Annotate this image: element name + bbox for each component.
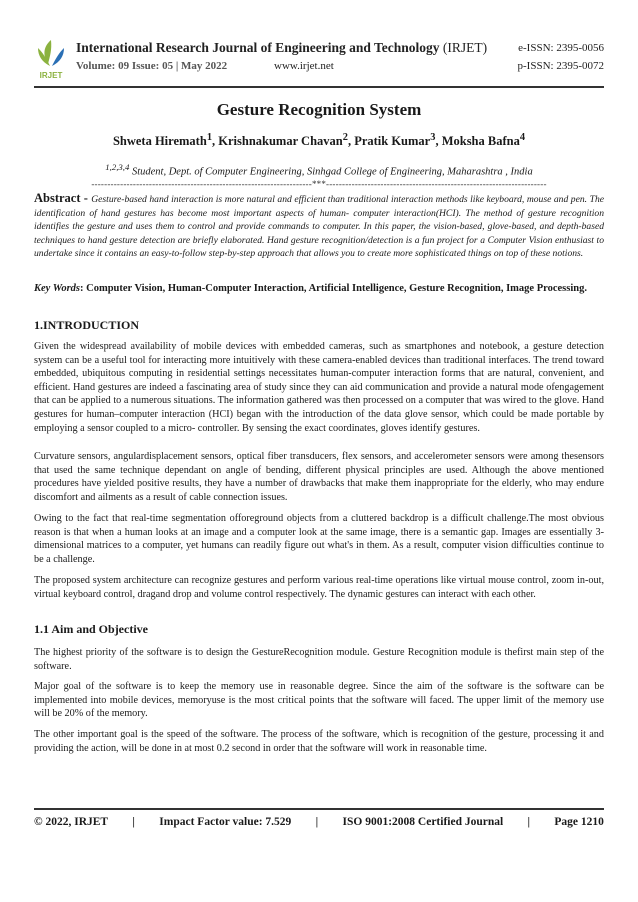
journal-header xyxy=(34,38,604,80)
aim-heading: 1.1 Aim and Objective xyxy=(34,622,148,636)
journal-name: International Research Journal of Engineering and Technology xyxy=(76,40,440,55)
abstract-text: Gesture-based hand interaction is more natural and efficient than traditional interaction methods like keyboard, mouse and pen. The identification of hand gestures has become most important aspects of human- computer interaction(HCI). The method of gesture recognition identifies the gesture and uses them to control and provide commands to computer. In this paper, the vision-based, glove-based, and depth-based techniques to hand gesture detection are briefly elaborated. Hand gesture recognition/detection is a fun project for a Computer Vision enthusiast to undertake since it contains an easy-to-follow step-by-step approach that allows you to create more sophisticated things on top of these notions. xyxy=(34,194,604,260)
journal-website[interactable]: www.irjet.net xyxy=(274,60,334,72)
eissn: e-ISSN: 2395-0056 xyxy=(518,42,604,54)
affiliation xyxy=(34,162,604,178)
logo-text: IRJET xyxy=(39,71,63,80)
intro-paragraph-4: The proposed system architecture can recognize gestures and perform various real-time operations like virtual mouse control, zoom in-out, virtual keyboard control, dragand drop and volume control respectively. The dynamic gestures can interact with each other. xyxy=(34,575,604,600)
author-list: Shweta Hiremath$^1$, Krishnakumar Chavan$^2$, Pratik Kumar$^3$, Moksha Bafna$^4$ xyxy=(112,132,526,149)
intro-paragraph-2: Curvature sensors, angulardisplacement sensors, optical fiber transducers, flex sensors, and accelerometer sensors were among thesensors that used the same technique dependant on angle of bending, different physical principles are used. Although the above mentioned procedures have yielded positive results, they have a number of drawbacks that make them inappropriate for the elderly, who may endure discomfort and ailments as a result of cable connection issues. xyxy=(34,451,604,503)
author-name: Moksha Bafna xyxy=(441,134,520,149)
footer-separator: | xyxy=(315,816,319,828)
footer-impact: Impact Factor value: 7.529 xyxy=(159,816,292,828)
journal-title xyxy=(76,40,487,56)
footer-page: Page 1210 xyxy=(554,816,604,828)
affiliation-text: Student, Dept. of Computer Engineering, Sinhgad College of Engineering, Maharashtra , India xyxy=(129,166,533,178)
keywords xyxy=(34,282,604,296)
page-footer xyxy=(34,816,604,828)
aim-paragraph-3: The other important goal is the speed of the software. The process of the software, which is recognition of the gesture, processing it and providing the action, will be done in at most 0.2 second in order that the software will work in reasonable time. xyxy=(34,729,604,754)
journal-abbr: (IRJET) xyxy=(442,40,488,55)
author-sup: 4 xyxy=(519,132,526,143)
footer-separator: | xyxy=(132,816,135,828)
intro-paragraph-3: Owing to the fact that real-time segmentation offoreground objects from a cluttered backdrop is a difficult challenge.The most obvious reason is that when a human looks at an image and a computer look at the same image, there is a semantic gap. Images are essentially 3- dimensional matrices to a computer, yet humans can readily figure out what's in them. As a result, computer vision difficulties continue to be a challenge. xyxy=(34,513,604,565)
pissn: p-ISSN: 2395-0072 xyxy=(517,60,604,72)
section-divider: ---------------------------------------------------------------------***--------------------------------------------------------------------- xyxy=(91,179,547,189)
abstract xyxy=(34,192,604,261)
header-rule xyxy=(34,86,604,88)
irjet-logo xyxy=(34,38,68,80)
aim-paragraph-1: The highest priority of the software is to design the GestureRecognition module. Gesture Recognition module is thefirst main step of the software. xyxy=(34,647,604,672)
author-name: Pratik Kumar xyxy=(354,134,431,149)
aim-paragraph-2: Major goal of the software is to keep the memory use in reasonable degree. Since the aim of the software is the software can be implemented into mobile devices, memoryuse is the most critical points that the software will faced. The upper limit of the memory use will be 20% of the memory. xyxy=(34,681,604,720)
footer-copyright: © 2022, IRJET xyxy=(34,816,109,828)
author-name: Shweta Hiremath xyxy=(112,134,207,149)
intro-heading: 1.INTRODUCTION xyxy=(34,318,140,332)
author-sup: 2 xyxy=(342,132,348,143)
author-name: Krishnakumar Chavan xyxy=(218,134,343,149)
affiliation-sup: 1,2,3,4 xyxy=(105,162,130,172)
footer-separator: | xyxy=(527,816,531,828)
keywords-text: : Computer Vision, Human-Computer Interaction, Artificial Intelligence, Gesture Recognition, Image Processing. xyxy=(80,283,587,294)
author-sup: 3 xyxy=(430,132,436,143)
author-sup: 1 xyxy=(206,132,213,143)
paper-title: Gesture Recognition System xyxy=(216,100,422,119)
abstract-lead: Abstract - xyxy=(34,191,92,205)
footer-rule xyxy=(34,808,604,810)
footer-iso: ISO 9001:2008 Certified Journal xyxy=(342,816,504,828)
keywords-lead: Key Words xyxy=(34,283,80,294)
volume-issue: Volume: 09 Issue: 05 | May 2022 xyxy=(76,60,228,72)
intro-paragraph-1: Given the widespread availability of mobile devices with embedded cameras, such as smartphones and notebook, a gesture detection system can be a useful tool for interacting more intuitively with these camera-enabled devices than traditional interfaces. The trend toward embedded, ubiquitous computing in residential settings necessitates human-computer interaction forms that are natural, convenient, and efficient. Hand gestures are indeed a fascinating area of study since they can aid communication and provide a natural mode ofengagement that can be applied to a numerous situations. The information gathered was then processed on a computer that was wired to the glove. Hand gestures for human–computer interaction (HCI) began with the introduction of the data glove sensor, which could be made portable by employing a sensor coupled to a micro- controller. By sensing the exact coordinates, gloves identify gestures. xyxy=(34,341,604,434)
